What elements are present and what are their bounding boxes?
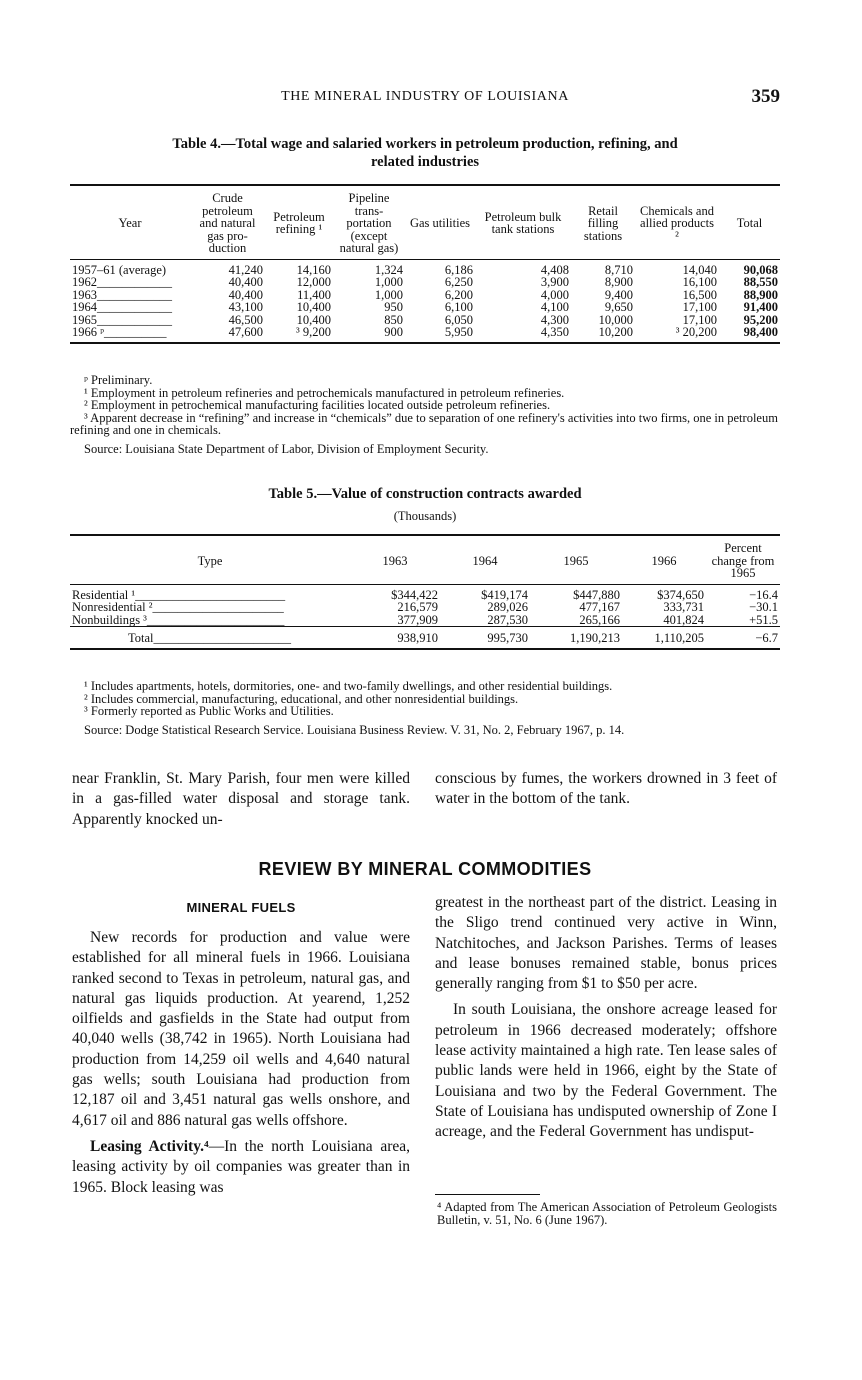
table5 [70,534,780,650]
table4-cell: 6,200 [444,287,473,302]
table4-cell: 9,650 [604,300,633,314]
paragraph: greatest in the northeast part of the district. Leasing in the Sligo trend continued very active in Winn, Natchitoches, and Jackson Parishes. Terms of leases and lease bonuses remained stable, bonus prices generally ranging from $1 to $50 per acre. [435,894,777,993]
table4-cell: 1,000 [374,287,403,302]
paragraph: New records for production and value were established for all mineral fuels in 1966. Louisiana ranked second to Texas in petroleum, natural gas, and natural gas liquids production. At yearend, 1,252 oilfields and gasfields in the State had output from 40,040 wells (38,742 in 1965). North Louisiana had production from 14,259 oil wells and 4,640 natural gas wells; south Louisiana had production from 12,187 oil and 3,451 natural gas wells onshore, and 4,617 oil and 886 natural gas wells offshore. [72,929,410,1129]
table4-col-year: Year [70,185,190,259]
table5-note: ³ Formerly reported as Public Works and Utilities. [84,704,334,718]
table4-year-cell: 1966 ᵖ__________ [72,325,167,339]
table4-cell: 3,900 [540,275,569,289]
table4-cell: 90,068 [743,262,778,277]
table4-col-retail: Retail filling stations [571,185,635,259]
table5-col-1965: 1965 [530,535,622,584]
table4-col-crude: Crude petroleum and natural gas pro- duction [190,185,265,259]
table4-year-cell: 1963____________ [72,287,172,302]
table4-cell: 1,324 [374,262,403,277]
table4-cell: 8,710 [604,262,633,277]
table5-cell: $447,880 [573,587,620,602]
table4-cell: 40,400 [228,275,263,289]
left-column [72,928,410,1198]
table4-col-gas: Gas utilities [405,185,475,259]
leasing-text: —In the north Louisiana area, leasing activity by oil companies was greater than in 1965. Block leasing was [72,1137,410,1196]
table4-source: Source: Louisiana State Department of Labor, Division of Employment Security. [84,441,489,456]
paragraph: conscious by fumes, the workers drowned in 3 feet of water in the bottom of the tank. [435,770,777,808]
table4-note: ¹ Employment in petroleum refineries and petrochemicals manufactured in petroleum refineries. [84,385,565,400]
table5-cell: 377,909 [397,612,438,627]
table4-cell: 10,400 [296,300,331,314]
table4-cell: 16,500 [682,287,717,302]
table5-type-cell: Nonresidential ²_____________________ [72,600,284,614]
table4-year-cell: 1964____________ [72,300,172,314]
footnote: ⁴ Adapted from The American Association of Petroleum Geologists Bulletin, v. 51, No. 6 (June 1967). [437,1200,777,1227]
table4-header-row [70,185,780,259]
table4-note: ³ Apparent decrease in “refining” and increase in “chemicals” due to separation of one refinery's activities into two firms, one in petroleum refining and one in chemicals. [70,410,778,437]
footnote-rule [435,1194,540,1195]
table4-cell: 40,400 [228,287,263,302]
paragraph: near Franklin, St. Mary Parish, four men were killed in a gas-filled water disposal and storage tank. Apparently knocked un- [72,770,410,828]
paragraph-leasing [72,1137,410,1198]
table4-cell: ³ 9,200 [296,325,331,339]
table5-cell: 216,579 [397,600,438,614]
table4-cell: 47,600 [228,325,263,339]
table5-note: ¹ Includes apartments, hotels, dormitories, one- and two-family dwellings, and other residential buildings. [84,679,613,693]
table5-total-cell: 1,110,205 [622,627,706,649]
table4-cell: 11,400 [297,287,331,302]
table4-cell: ³ 20,200 [675,325,717,339]
page-number: 359 [751,86,780,107]
table4-cell: 1,000 [374,275,403,289]
table4-note: ² Employment in petrochemical manufacturing facilities located outside petroleum refineries. [84,398,551,412]
continued-text-right [435,769,777,810]
table4-cell: 850 [384,312,403,327]
table4-cell: 16,100 [682,275,717,289]
table4-note: ᵖ Preliminary. [84,373,153,387]
table4-cell: 950 [384,300,403,314]
table4-row [70,326,780,343]
table4-cell: 4,408 [540,262,569,277]
table4-year-cell: 1962____________ [72,275,172,289]
table4 [70,184,780,344]
right-column [435,893,777,1143]
table4-cell: 43,100 [228,300,263,314]
table5-col-1963: 1963 [350,535,440,584]
table5-notes [70,680,780,736]
table4-col-refining: Petroleum refining ¹ [265,185,333,259]
section-heading: REVIEW BY MINERAL COMMODITIES [258,859,592,879]
running-head [70,86,780,110]
table4-cell: 12,000 [296,275,331,289]
table4-cell: 41,240 [228,262,263,277]
table5-cell: 477,167 [579,600,620,614]
table4-col-pipeline: Pipeline trans- portation (except natural gas) [333,185,405,259]
table4-row [70,301,780,314]
table4-cell: 95,200 [743,312,778,327]
table4-cell: 6,186 [444,262,473,277]
table5-cell: $374,650 [657,587,704,602]
table5-cell: 265,166 [579,612,620,627]
table5-cell: 333,731 [663,600,704,614]
run-in-heading: Leasing Activity.⁴ [90,1137,209,1155]
table5-cell: 401,824 [663,612,704,627]
table4-cell: 4,350 [540,325,569,339]
table4-caption-line2: related industries [370,154,480,170]
running-title: THE MINERAL INDUSTRY OF LOUISIANA [281,89,569,104]
table5-subcaption: (Thousands) [393,509,457,523]
table4-cell: 14,160 [296,262,331,277]
table5-total-cell: 938,910 [350,627,440,649]
table4-cell: 88,550 [743,275,778,289]
table5-type-cell: Residential ¹________________________ [72,587,286,602]
table5-cell: −16.4 [749,587,778,602]
table5-col-1966: 1966 [622,535,706,584]
table5-col-type: Type [70,535,350,584]
table4-cell: 46,500 [228,312,263,327]
table4-year-cell: 1957–61 (average) [72,262,167,277]
table4-col-chemicals: Chemicals and allied products ² [635,185,719,259]
table4-cell: 91,400 [743,300,778,314]
table5-caption: Table 5.—Value of construction contracts awarded [268,486,582,502]
table4-row [70,259,780,276]
table4-cell: 6,100 [444,300,473,314]
table5-col-percent-change: Percent change from 1965 [706,535,780,584]
table5-cell: −30.1 [749,600,778,614]
table5-row [70,584,780,601]
table4-cell: 10,000 [598,312,633,327]
table4-cell: 6,050 [444,312,473,327]
table5-source: Source: Dodge Statistical Research Service. Louisiana Business Review. V. 31, No. 2, February 1967, p. 14. [84,722,625,737]
table4-cell: 5,950 [444,325,473,339]
table5-col-1964: 1964 [440,535,530,584]
table5-row [70,601,780,614]
table5-total-row [70,627,780,649]
subsection-heading: MINERAL FUELS [186,900,296,915]
table4-cell: 4,000 [540,287,569,302]
table4-cell: 4,300 [540,312,569,327]
table5-cell: 289,026 [487,600,528,614]
table4-cell: 9,400 [604,287,633,302]
table4-cell: 4,100 [540,300,569,314]
table5-cell: 287,530 [487,612,528,627]
table5-cell: $344,422 [391,587,438,602]
paragraph: In south Louisiana, the onshore acreage leased for petroleum in 1966 decreased moderately; offshore lease activity maintained a high rate. Ten lease sales of public lands were held in 1966, eight by the State of Louisiana and two by the Federal Government. The State of Louisiana has undisputed ownership of Zone I acreage, and the Federal Government has undisput- [435,1001,777,1141]
table5-header-row [70,535,780,584]
table4-col-total: Total [719,185,780,259]
table5-note: ² Includes commercial, manufacturing, educational, and other nonresidential buildings. [84,691,519,706]
table5-total-label: Total______________________ [70,627,350,649]
table5-row [70,614,780,627]
continued-text-left [72,769,410,830]
table4-cell: 10,400 [296,312,331,327]
table5-cell: +51.5 [749,612,778,627]
table4-caption-line1: Table 4.—Total wage and salaried workers in petroleum production, refining, and [172,136,678,152]
table4-notes [70,374,780,455]
table4-caption [70,135,780,171]
table5-total-cell: −6.7 [706,627,780,649]
table4-cell: 17,100 [682,300,717,314]
table4-cell: 14,040 [682,262,717,277]
table4-cell: 8,900 [604,275,633,289]
table4-row [70,276,780,289]
table5-total-cell: 995,730 [440,627,530,649]
table4-cell: 88,900 [743,287,778,302]
table4-cell: 98,400 [743,325,778,339]
table4-cell: 17,100 [682,312,717,327]
table4-row [70,289,780,302]
table4-row [70,314,780,327]
table4-cell: 10,200 [598,325,633,339]
table4-year-cell: 1965____________ [72,312,172,327]
table4-col-bulk: Petroleum bulk tank stations [475,185,571,259]
table4-cell: 6,250 [444,275,473,289]
table5-total-cell: 1,190,213 [530,627,622,649]
table4-cell: 900 [384,325,403,339]
table5-type-cell: Nonbuildings ³______________________ [72,612,285,627]
table5-cell: $419,174 [481,587,528,602]
